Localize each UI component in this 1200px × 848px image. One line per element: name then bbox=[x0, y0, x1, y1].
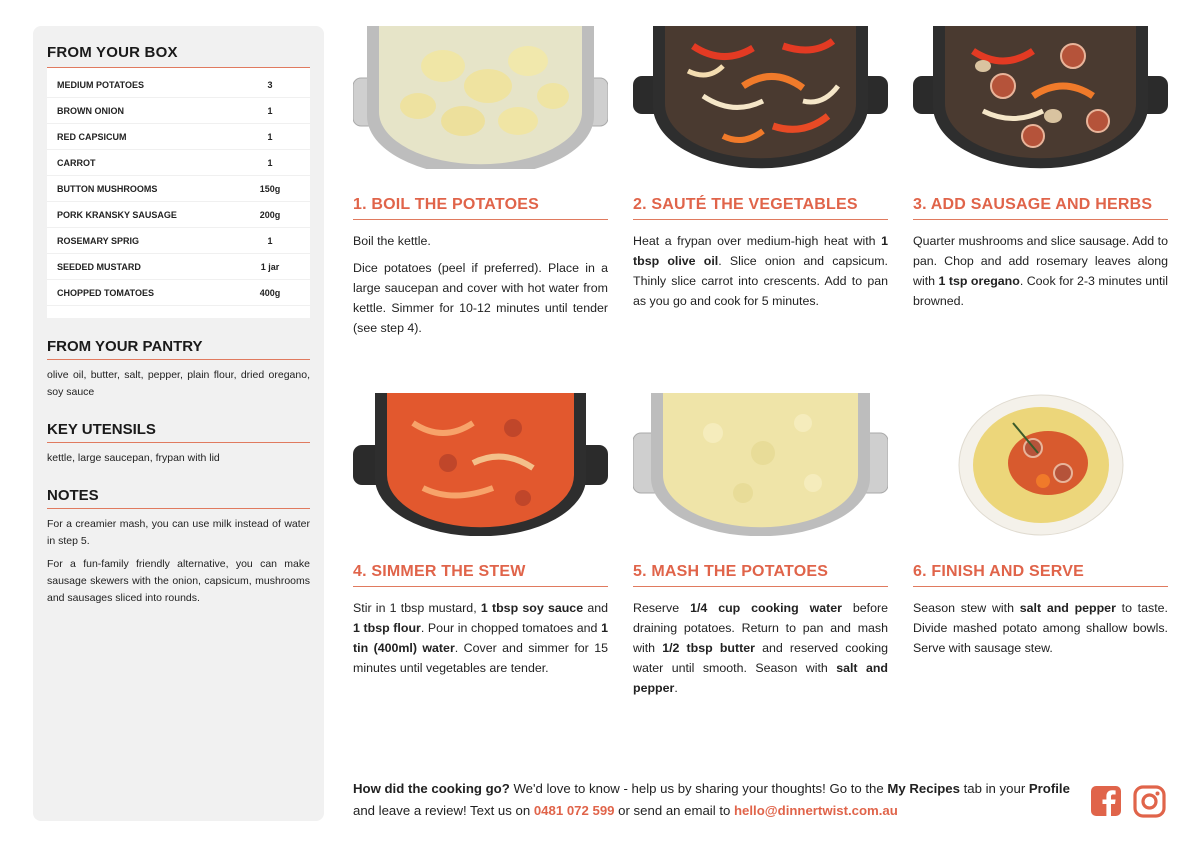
profile-link[interactable]: Profile bbox=[1028, 781, 1070, 796]
sausage-and-herbs-photo bbox=[913, 26, 1168, 169]
notes-heading: NOTES bbox=[47, 487, 310, 509]
pantry-section bbox=[47, 338, 310, 401]
ingredient-qty: 3 bbox=[267, 79, 273, 90]
pantry-heading: FROM YOUR PANTRY bbox=[47, 338, 310, 360]
step-6-text: Season stew with salt and pepper to taste. Divide mashed potato among shallow bowls. Serve with sausage stew. bbox=[913, 601, 1168, 655]
step-4-title: 4. SIMMER THE STEW bbox=[353, 563, 608, 587]
utensils-text: kettle, large saucepan, frypan with lid bbox=[47, 452, 220, 464]
feedback-question: How did the cooking go? bbox=[353, 781, 510, 796]
ingredient-name: CARROT bbox=[57, 157, 96, 168]
step-4-text: Stir in 1 tbsp mustard, 1 tbsp soy sauce and 1 tbsp flour. Pour in chopped tomatoes and 1 tin (400ml) water. Cover and simmer for 15 minutes until vegetables are tender. bbox=[353, 601, 609, 675]
ingredient-qty: 1 bbox=[267, 157, 273, 168]
instagram-icon[interactable] bbox=[1133, 785, 1166, 818]
sauteed-vegetables-photo bbox=[633, 26, 888, 169]
ingredient-row bbox=[47, 228, 310, 254]
mashed-potatoes-photo bbox=[633, 393, 888, 536]
step-1-title: 1. BOIL THE POTATOES bbox=[353, 196, 608, 220]
from-your-box-heading: FROM YOUR BOX bbox=[47, 44, 310, 68]
ingredient-name: BROWN ONION bbox=[57, 105, 124, 116]
ingredient-name: PORK KRANSKY SAUSAGE bbox=[57, 209, 177, 220]
phone-link[interactable]: 0481 072 599 bbox=[533, 803, 615, 818]
note-text: For a creamier mash, you can use milk instead of water in step 5. bbox=[47, 518, 310, 547]
step-6-title: 6. FINISH AND SERVE bbox=[913, 563, 1168, 587]
step-5-title: 5. MASH THE POTATOES bbox=[633, 563, 888, 587]
ingredient-name: MEDIUM POTATOES bbox=[57, 79, 145, 90]
ingredient-name: CHOPPED TOMATOES bbox=[57, 287, 155, 298]
utensils-section bbox=[47, 421, 310, 467]
ingredient-row bbox=[47, 176, 310, 202]
ingredient-row bbox=[47, 124, 310, 150]
step-3 bbox=[913, 26, 1168, 318]
ingredient-row bbox=[47, 202, 310, 228]
email-link[interactable]: hello@dinnertwist.com.au bbox=[734, 803, 898, 818]
my-recipes-link[interactable]: My Recipes bbox=[887, 781, 960, 796]
boiling-potatoes-photo bbox=[353, 26, 608, 169]
step-2-title: 2. SAUTÉ THE VEGETABLES bbox=[633, 196, 888, 220]
ingredient-qty: 400g bbox=[259, 287, 281, 298]
ingredient-qty: 1 bbox=[267, 235, 273, 246]
ingredient-name: SEEDED MUSTARD bbox=[57, 261, 141, 272]
step-3-title: 3. ADD SAUSAGE AND HERBS bbox=[913, 196, 1168, 220]
utensils-heading: KEY UTENSILS bbox=[47, 421, 310, 443]
ingredient-row bbox=[47, 72, 310, 98]
ingredient-qty: 1 bbox=[267, 131, 273, 142]
ingredient-qty: 1 bbox=[267, 105, 273, 116]
step-6 bbox=[913, 393, 1168, 665]
ingredient-row bbox=[47, 254, 310, 280]
ingredient-row bbox=[47, 98, 310, 124]
step-1-text: Dice potatoes (peel if preferred). Place in a large saucepan and cover with hot water from kettle. Simmer for 10-12 minutes until tender (see step 4). bbox=[353, 261, 608, 335]
step-5-text: Reserve 1/4 cup cooking water before draining potatoes. Return to pan and mash with 1/2 tbsp butter and reserved cooking water until smooth. Season with salt and pepper. bbox=[633, 601, 888, 695]
sidebar bbox=[33, 26, 324, 821]
ingredients-list bbox=[47, 68, 310, 318]
feedback-footer: How did the cooking go? We'd love to know - help us by sharing your thoughts! Go to the My Recipes tab in your Profile and leave a review! Text us on 0481 072 599 or send an email to hello@dinnertwist.com.au bbox=[353, 781, 1070, 818]
step-1-text: Boil the kettle. bbox=[353, 234, 431, 248]
step-3-text: Quarter mushrooms and slice sausage. Add to pan. Chop and add rosemary leaves along with 1 tsp oregano. Cook for 2-3 minutes until browned. bbox=[913, 234, 1168, 308]
ingredient-qty: 150g bbox=[259, 183, 281, 194]
facebook-icon[interactable] bbox=[1090, 785, 1122, 817]
ingredient-row bbox=[47, 150, 310, 176]
ingredient-row bbox=[47, 280, 310, 306]
ingredient-name: ROSEMARY SPRIG bbox=[57, 235, 140, 246]
ingredient-qty: 200g bbox=[259, 209, 281, 220]
step-5 bbox=[633, 393, 888, 705]
served-bowl-photo bbox=[913, 393, 1168, 536]
ingredient-name: RED CAPSICUM bbox=[57, 131, 127, 142]
pantry-text: olive oil, butter, salt, pepper, plain flour, dried oregano, soy sauce bbox=[47, 369, 310, 398]
step-1 bbox=[353, 26, 608, 345]
ingredient-qty: 1 jar bbox=[260, 261, 280, 272]
ingredient-name: BUTTON MUSHROOMS bbox=[57, 183, 158, 194]
simmering-stew-photo bbox=[353, 393, 608, 536]
notes-section bbox=[47, 487, 310, 607]
step-2 bbox=[633, 26, 888, 318]
step-4 bbox=[353, 393, 608, 685]
note-text: For a fun-family friendly alternative, you can make sausage skewers with the onion, capsicum, mushrooms and sausages sliced into rounds. bbox=[47, 558, 310, 604]
step-2-text: Heat a frypan over medium-high heat with 1 tbsp olive oil. Slice onion and capsicum. Thinly slice carrot into crescents. Add to pan as you go and cook for 5 minutes. bbox=[633, 234, 889, 308]
